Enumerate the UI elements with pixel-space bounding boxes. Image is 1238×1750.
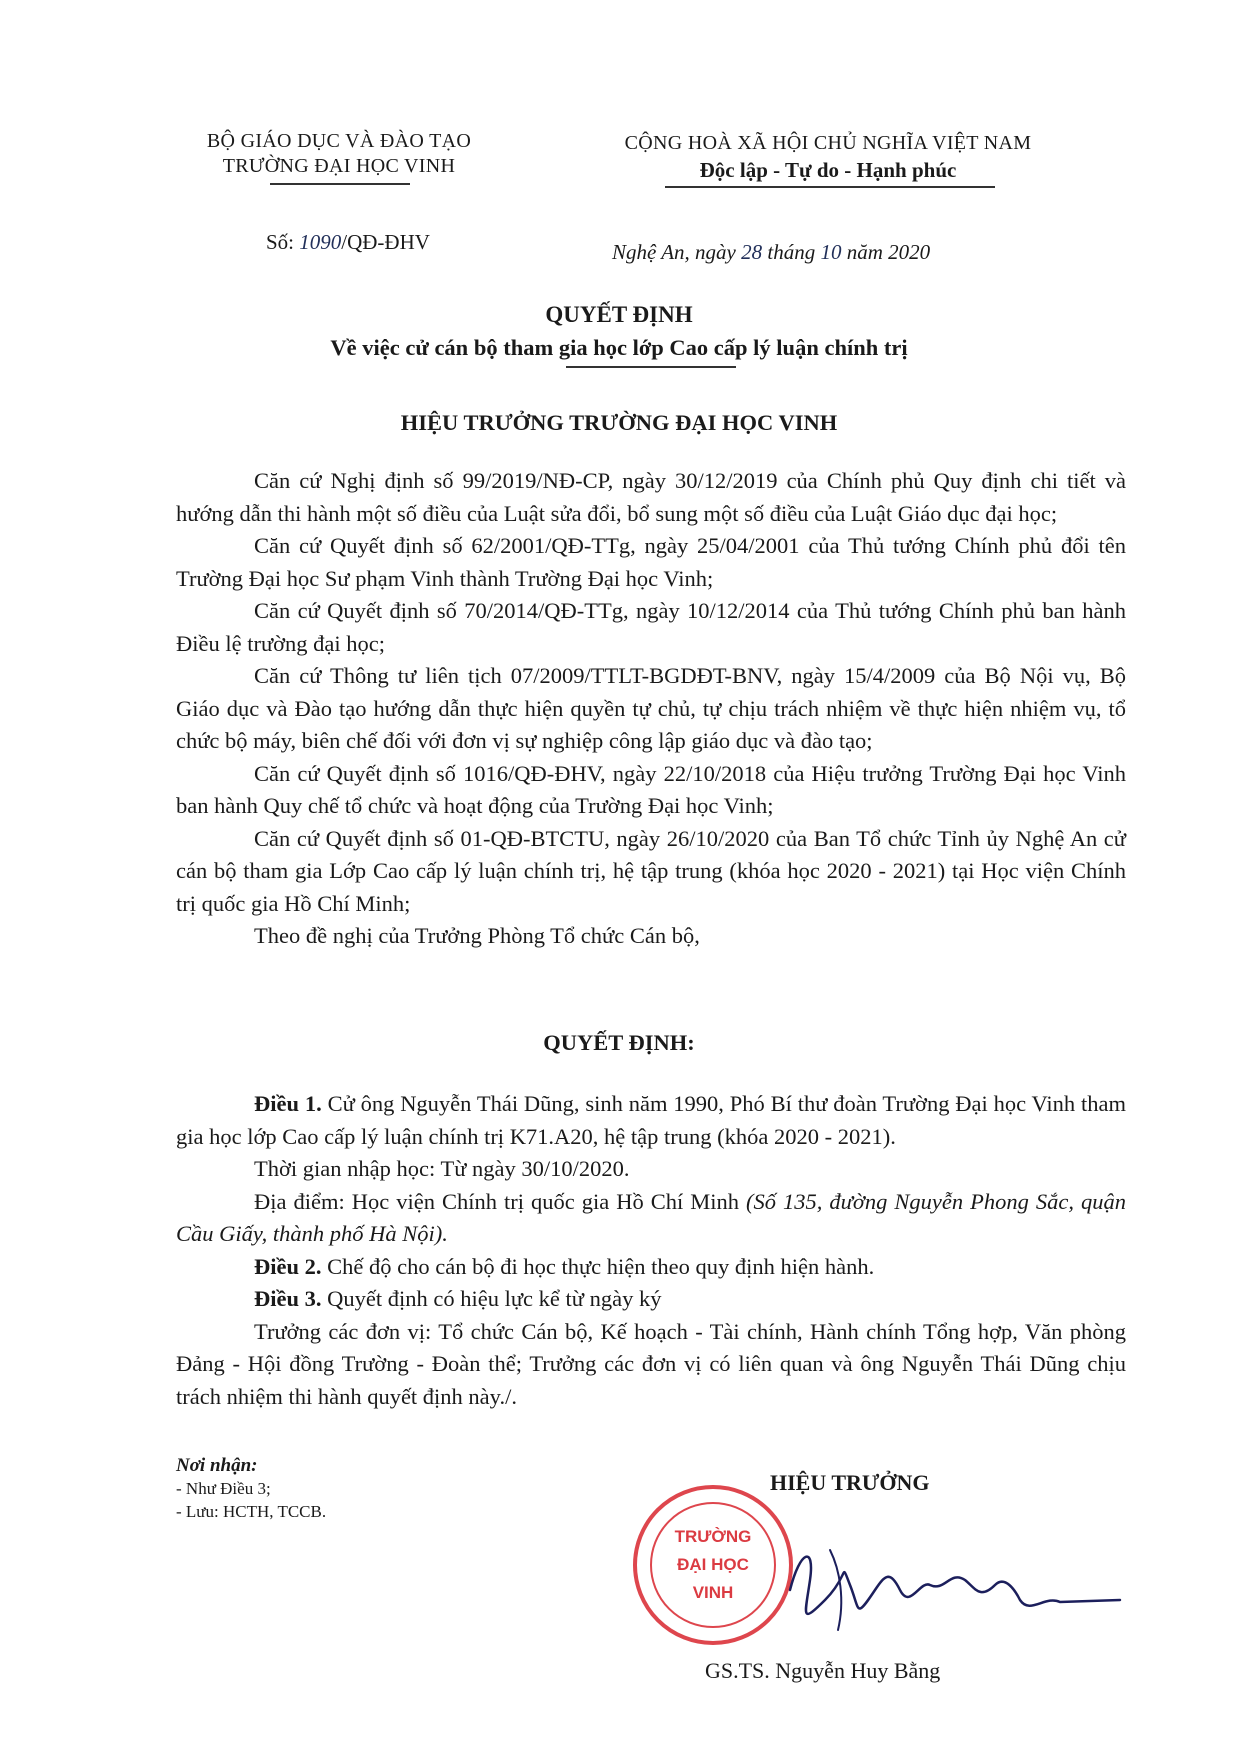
ministry-name: BỘ GIÁO DỤC VÀ ĐÀO TẠO: [206, 130, 472, 152]
svg-text:VINH: VINH: [692, 1583, 734, 1602]
proposal-basis: Theo đề nghị của Trưởng Phòng Tổ chức Cán bộ,: [254, 923, 700, 948]
article-2-text: Chế độ cho cán bộ đi học thực hiện theo quy định hiện hành.: [327, 1253, 875, 1279]
article-2-label: Điều 2.: [254, 1253, 322, 1279]
decision-heading: QUYẾT ĐỊNH:: [543, 1030, 695, 1055]
handwritten-signature: [770, 1530, 1130, 1640]
article-2: [176, 1251, 1126, 1284]
document-number: [266, 230, 430, 255]
legal-basis-3: Căn cứ Quyết định số 70/2014/QĐ-TTg, ngày 10/12/2014 của Thủ tướng Chính phủ ban hành Điều lệ trường đại học;: [176, 598, 1126, 656]
document-date: [612, 240, 930, 265]
doc-number-prefix: Số:: [266, 230, 295, 254]
university-name: TRƯỜNG ĐẠI HỌC VINH: [222, 155, 456, 177]
legal-basis-1: Căn cứ Nghị định số 99/2019/NĐ-CP, ngày 30/12/2019 của Chính phủ Quy định chi tiết và hướng dẫn thi hành một số điều của Luật sửa đổi, bổ sung một số điều của Luật Giáo dục đại học;: [176, 468, 1126, 526]
signer-name: GS.TS. Nguyễn Huy Bằng: [705, 1658, 941, 1683]
legal-basis-6: Căn cứ Quyết định số 01-QĐ-BTCTU, ngày 26/10/2020 của Ban Tổ chức Tỉnh ủy Nghệ An cử cán bộ tham gia Lớp Cao cấp lý luận chính trị, hệ tập trung (khóa học 2020 - 2021) tại Học viện Chính trị quốc gia Hồ Chí Minh;: [176, 825, 1126, 916]
issuing-authority: HIỆU TRƯỞNG TRƯỜNG ĐẠI HỌC VINH: [400, 410, 838, 435]
svg-text:ĐẠI HỌC: ĐẠI HỌC: [677, 1555, 749, 1574]
country-name: CỘNG HOÀ XÃ HỘI CHỦ NGHĨA VIỆT NAM: [624, 132, 1032, 154]
legal-basis-5: Căn cứ Quyết định số 1016/QĐ-ĐHV, ngày 22/10/2018 của Hiệu trưởng Trường Đại học Vinh ban hành Quy chế tổ chức và hoạt động của Trường Đại học Vinh;: [176, 760, 1126, 818]
svg-text:TRƯỜNG: TRƯỜNG: [674, 1527, 752, 1546]
document-title: QUYẾT ĐỊNH: [545, 302, 693, 327]
recipients-label: Nơi nhận:: [176, 1455, 258, 1476]
date-day: 28: [741, 240, 763, 264]
header-right-underline: [665, 186, 995, 188]
date-year: năm 2020: [846, 240, 931, 264]
recipients: [176, 1455, 326, 1523]
article-1-time: Thời gian nhập học: Từ ngày 30/10/2020.: [254, 1156, 630, 1181]
article-3-text: Quyết định có hiệu lực kể từ ngày ký: [327, 1286, 662, 1311]
date-month: 10: [820, 240, 842, 264]
article-1-place-detail: (Số 135, đường Nguyễn Phong Sắc, quận Cầu Giấy, thành phố Hà Nội).: [176, 1188, 1127, 1246]
document-subject: Về việc cử cán bộ tham gia học lớp Cao cấp lý luận chính trị: [330, 335, 908, 360]
recipient-item: - Lưu: HCTH, TCCB.: [176, 1502, 327, 1521]
date-place: Nghệ An, ngày: [612, 240, 736, 264]
national-motto: Độc lập - Tự do - Hạnh phúc: [699, 158, 957, 182]
articles: [176, 1088, 1126, 1413]
article-1-label: Điều 1.: [254, 1091, 322, 1116]
article-1: [176, 1088, 1126, 1153]
doc-number-handwritten: 1090: [299, 230, 342, 254]
article-3-execution: Trưởng các đơn vị: Tổ chức Cán bộ, Kế hoạch - Tài chính, Hành chính Tổng hợp, Văn phòng Đảng - Hội đồng Trường - Đoàn thể; Trưởng các đơn vị có liên quan và ông Nguyễn Thái Dũng chịu trách nhiệm thi hành quyết định này./.: [176, 1318, 1126, 1409]
article-3: [176, 1283, 1126, 1316]
article-1-place-text: Địa điểm: Học viện Chính trị quốc gia Hồ Chí Minh: [254, 1188, 739, 1214]
date-month-label: tháng: [767, 240, 816, 264]
header-left-underline: [270, 183, 410, 185]
legal-basis-2: Căn cứ Quyết định số 62/2001/QĐ-TTg, ngày 25/04/2001 của Thủ tướng Chính phủ đổi tên Trường Đại học Sư phạm Vinh thành Trường Đại học Vinh;: [176, 533, 1126, 591]
article-3-label: Điều 3.: [254, 1286, 322, 1311]
subject-underline: [566, 366, 736, 368]
signer-position: HIỆU TRƯỞNG: [770, 1470, 930, 1495]
article-1-text: Cử ông Nguyễn Thái Dũng, sinh năm 1990, Phó Bí thư đoàn Trường Đại học Vinh tham gia học lớp Cao cấp lý luận chính trị K71.A20, hệ tập trung (khóa 2020 - 2021).: [176, 1091, 1126, 1149]
legal-basis-4: Căn cứ Thông tư liên tịch 07/2009/TTLT-BGDĐT-BNV, ngày 15/4/2009 của Bộ Nội vụ, Bộ Giáo dục và Đào tạo hướng dẫn thực hiện quyền tự chủ, tự chịu trách nhiệm về thực hiện nhiệm vụ, tổ chức bộ máy, biên chế đối với đơn vị sự nghiệp công lập giáo dục và đào tạo;: [176, 663, 1126, 753]
article-1-place: [176, 1186, 1126, 1251]
recipient-item: - Như Điều 3;: [176, 1479, 271, 1498]
doc-number-suffix: /QĐ-ĐHV: [341, 230, 430, 254]
preamble: [176, 465, 1126, 953]
